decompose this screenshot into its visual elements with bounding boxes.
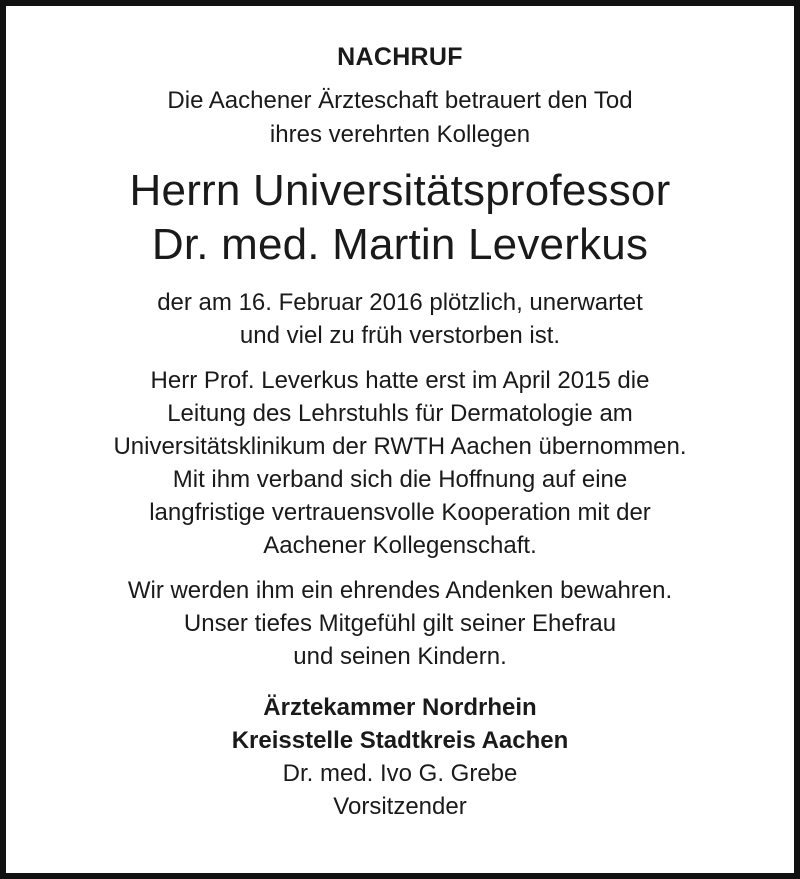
signature-office: Kreisstelle Stadtkreis Aachen	[231, 727, 569, 754]
obituary-heading: NACHRUF	[337, 43, 463, 71]
signature-person: Dr. med. Ivo G. Grebe	[282, 760, 518, 787]
deceased-title: Herrn Universitätsprofessor	[129, 166, 671, 215]
intro-text	[12, 84, 788, 152]
deceased-name	[12, 164, 788, 272]
signature-role: Vorsitzender	[333, 793, 467, 820]
signature-organization: Ärztekammer Nordrhein	[263, 694, 537, 721]
paragraph-line: Mit ihm verband sich die Hoffnung auf eine	[172, 466, 628, 493]
career-paragraph	[12, 364, 788, 562]
paragraph-line: Herr Prof. Leverkus hatte erst im April 2015 die	[150, 367, 650, 394]
paragraph-line: Universitätsklinikum der RWTH Aachen übernommen.	[113, 433, 687, 460]
paragraph-line: langfristige vertrauensvolle Kooperation mit der	[149, 499, 651, 526]
condolence-paragraph	[12, 574, 788, 673]
paragraph-line: Wir werden ihm ein ehrendes Andenken bewahren.	[127, 577, 673, 604]
intro-line: ihres verehrten Kollegen	[269, 121, 531, 148]
deceased-full-name: Dr. med. Martin Leverkus	[151, 220, 649, 269]
death-date-paragraph	[12, 286, 788, 352]
paragraph-line: Aachener Kollegenschaft.	[263, 532, 537, 559]
paragraph-line: der am 16. Februar 2016 plötzlich, unerwartet	[157, 289, 643, 316]
signature-organization-block	[12, 691, 788, 757]
obituary-content	[12, 6, 788, 823]
paragraph-line: Leitung des Lehrstuhls für Dermatologie am	[167, 400, 633, 427]
signature-person-block	[12, 757, 788, 823]
intro-line: Die Aachener Ärzteschaft betrauert den Tod	[167, 87, 633, 114]
paragraph-line: und viel zu früh verstorben ist.	[239, 322, 561, 349]
paragraph-line: und seinen Kindern.	[293, 643, 507, 670]
paragraph-line: Unser tiefes Mitgefühl gilt seiner Ehefrau	[183, 610, 617, 637]
